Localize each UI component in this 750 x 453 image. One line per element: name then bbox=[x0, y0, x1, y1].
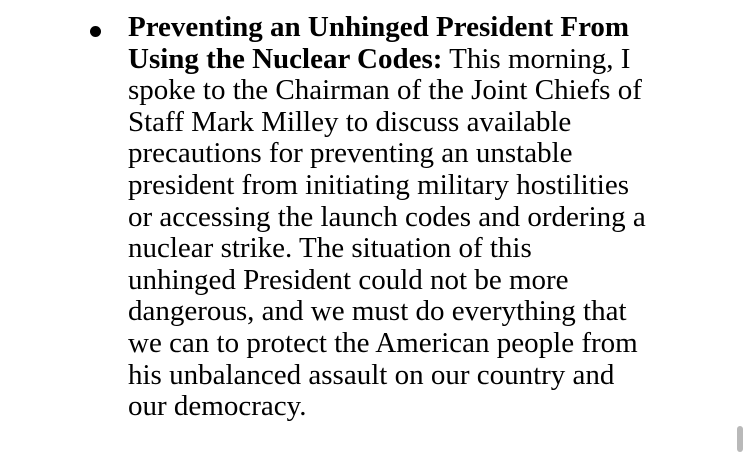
bullet-body-line: dangerous, and we must do everything that bbox=[128, 295, 627, 328]
bullet-body-line: Staff Mark Milley to discuss available bbox=[128, 105, 572, 138]
bullet-dot-icon bbox=[90, 26, 101, 37]
scrollbar-thumb[interactable] bbox=[737, 426, 743, 452]
bullet-body-line: spoke to the Chairman of the Joint Chiefs of bbox=[128, 74, 642, 107]
bullet-body-line: precautions for preventing an unstable bbox=[128, 137, 573, 170]
bullet-heading-line-1: Preventing an Unhinged President From bbox=[128, 11, 630, 43]
bullet-paragraph bbox=[128, 12, 710, 423]
bullet-body-line: his unbalanced assault on our country and bbox=[128, 358, 615, 391]
bullet-body-line: we can to protect the American people from bbox=[128, 326, 638, 359]
bullet-body-line: or accessing the launch codes and ordering a bbox=[128, 200, 646, 233]
bullet-heading-line-2: Using the Nuclear Codes: bbox=[128, 42, 443, 75]
bullet-line-2 bbox=[128, 44, 710, 76]
bullet-body-line: our democracy. bbox=[128, 390, 307, 423]
bullet-body-line: president from initiating military hostilities bbox=[128, 168, 629, 201]
bullet-body-line: nuclear strike. The situation of this bbox=[128, 232, 532, 265]
bullet-body-line: unhinged President could not be more bbox=[128, 263, 569, 296]
bullet-body-start: This morning, I bbox=[442, 42, 631, 75]
